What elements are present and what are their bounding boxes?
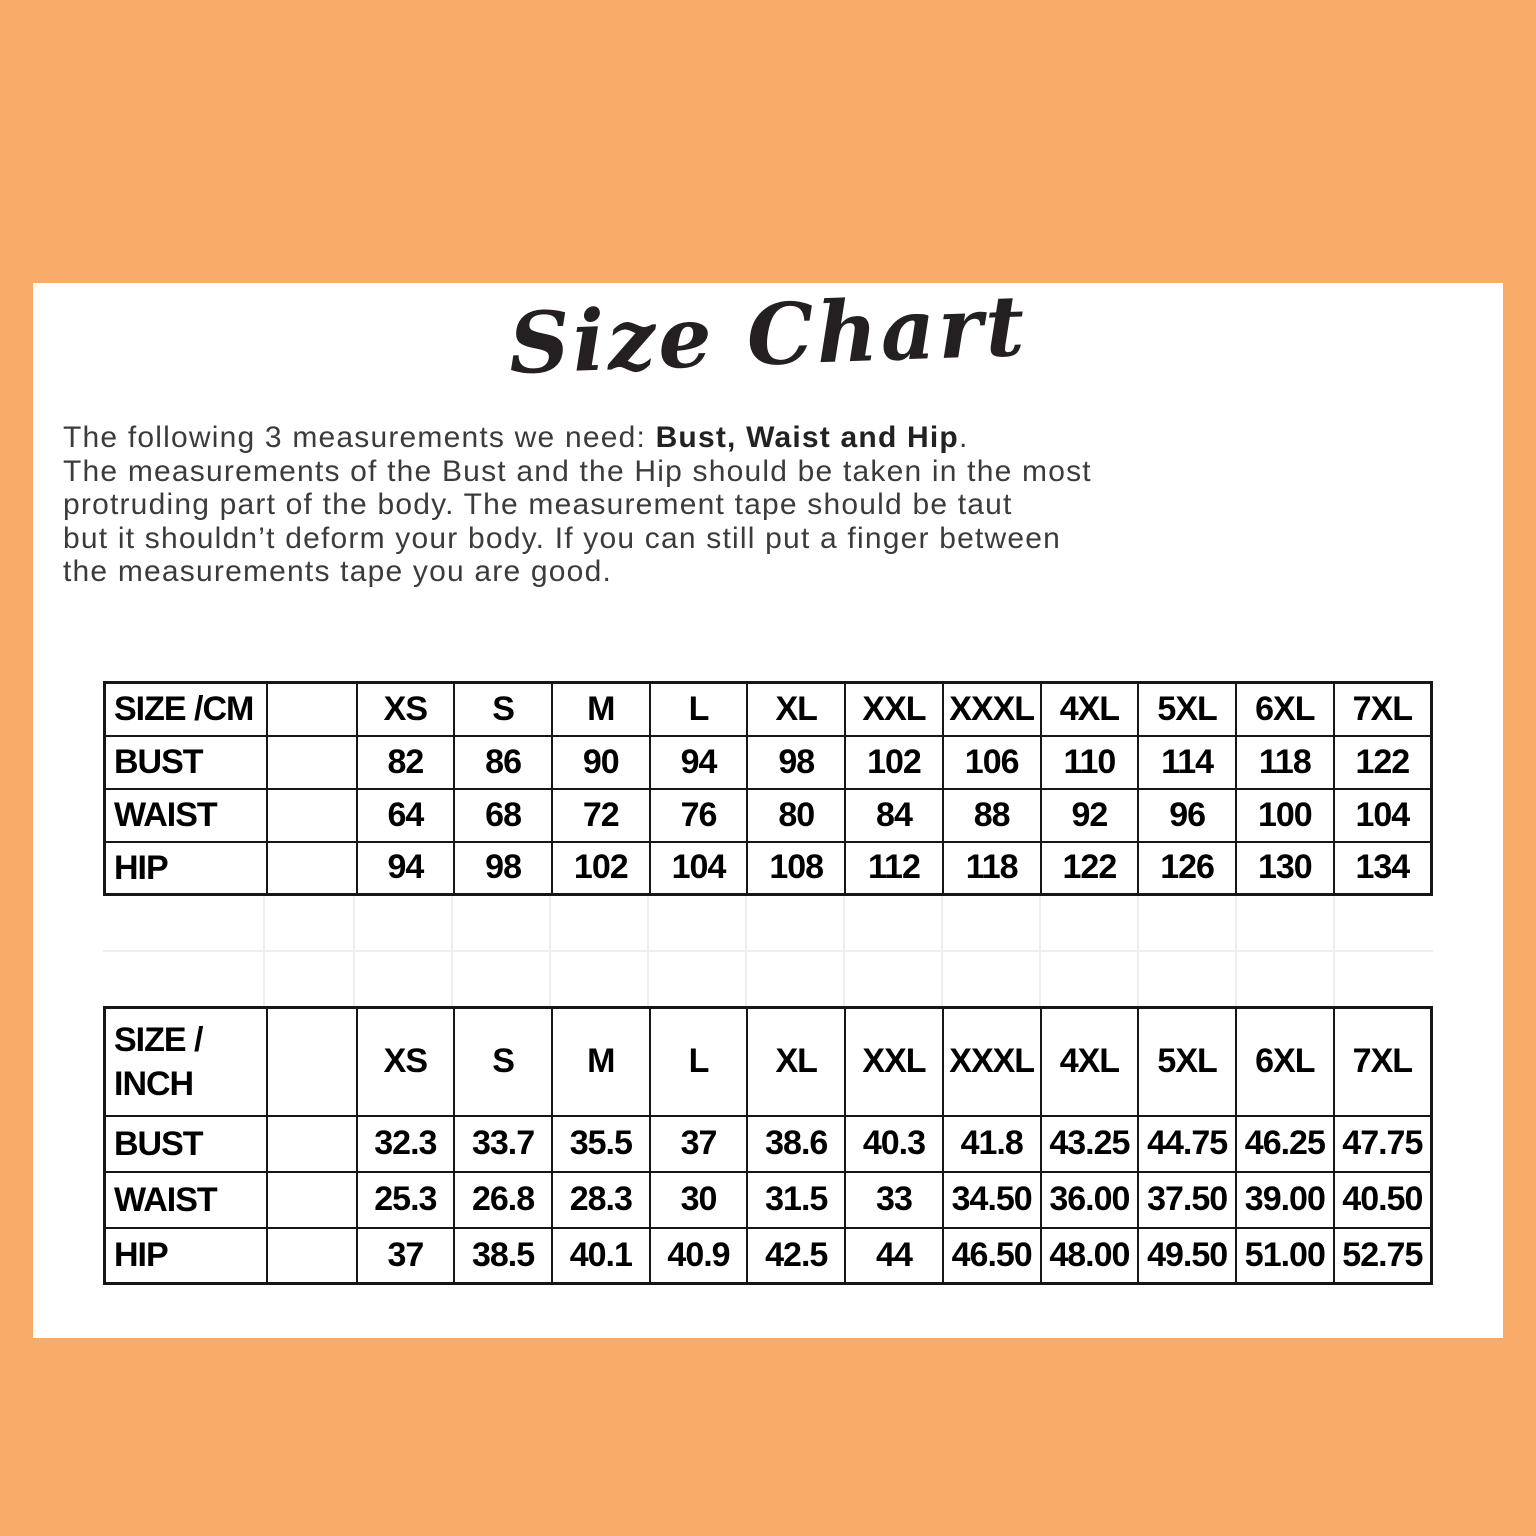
- value-cell: 38.6: [747, 1116, 845, 1172]
- ghost-grid-cell: [1041, 952, 1139, 1006]
- ghost-grid-cell: [943, 896, 1041, 952]
- value-cell: 88: [943, 789, 1041, 842]
- tables-section: [103, 681, 1433, 1285]
- value-cell: 96: [1138, 789, 1236, 842]
- ghost-grid-cell: [845, 896, 943, 952]
- spacer-cell: [267, 842, 357, 895]
- size-column-header: S: [454, 683, 552, 736]
- ghost-grid-cell: [103, 896, 265, 952]
- measurement-label-cell: BUST: [105, 736, 267, 789]
- size-column-header: 7XL: [1334, 1008, 1432, 1116]
- size-column-header: XS: [357, 683, 455, 736]
- value-cell: 104: [1334, 789, 1432, 842]
- value-cell: 48.00: [1041, 1228, 1139, 1284]
- ghost-grid-cell: [845, 952, 943, 1006]
- value-cell: 84: [845, 789, 943, 842]
- size-column-header: S: [454, 1008, 552, 1116]
- value-cell: 40.3: [845, 1116, 943, 1172]
- size-column-header: XXL: [845, 683, 943, 736]
- ghost-grid-cell: [551, 896, 649, 952]
- value-cell: 31.5: [747, 1172, 845, 1228]
- ghost-grid-cell: [1335, 952, 1433, 1006]
- spacer-cell: [267, 789, 357, 842]
- ghost-grid-cell: [1041, 896, 1139, 952]
- value-cell: 122: [1041, 842, 1139, 895]
- value-cell: 26.8: [454, 1172, 552, 1228]
- size-chart-table-cm: [103, 681, 1433, 896]
- size-column-header: XXXL: [943, 683, 1041, 736]
- measurement-label-cell: WAIST: [105, 1172, 267, 1228]
- value-cell: 68: [454, 789, 552, 842]
- size-column-header: XXXL: [943, 1008, 1041, 1116]
- value-cell: 51.00: [1236, 1228, 1334, 1284]
- value-cell: 33: [845, 1172, 943, 1228]
- spacer-cell: [267, 683, 357, 736]
- table-title-cell: SIZE / INCH: [105, 1008, 267, 1116]
- size-chart-table-inch: [103, 1006, 1433, 1285]
- value-cell: 36.00: [1041, 1172, 1139, 1228]
- spacer-cell: [267, 1116, 357, 1172]
- table-header-row: [105, 1008, 1432, 1116]
- value-cell: 43.25: [1041, 1116, 1139, 1172]
- value-cell: 92: [1041, 789, 1139, 842]
- value-cell: 82: [357, 736, 455, 789]
- value-cell: 47.75: [1334, 1116, 1432, 1172]
- intro-line-2: The measurements of the Bust and the Hip should be taken in the most: [63, 454, 1092, 488]
- value-cell: 108: [747, 842, 845, 895]
- measurement-label-cell: BUST: [105, 1116, 267, 1172]
- intro-line-5: the measurements tape you are good.: [63, 555, 612, 588]
- value-cell: 118: [943, 842, 1041, 895]
- size-column-header: L: [650, 683, 748, 736]
- ghost-grid-cell: [551, 952, 649, 1006]
- ghost-grid-cell: [453, 896, 551, 952]
- value-cell: 122: [1334, 736, 1432, 789]
- value-cell: 102: [845, 736, 943, 789]
- ghost-grid-cell: [265, 952, 355, 1006]
- value-cell: 33.7: [454, 1116, 552, 1172]
- measurement-row: [105, 1228, 1432, 1284]
- measurement-row: [105, 842, 1432, 895]
- measurement-label-cell: HIP: [105, 1228, 267, 1284]
- size-column-header: XL: [747, 1008, 845, 1116]
- measurement-row: [105, 1172, 1432, 1228]
- intro-paragraph: [63, 421, 1323, 589]
- value-cell: 102: [552, 842, 650, 895]
- ghost-grid-cell: [943, 952, 1041, 1006]
- size-column-header: 5XL: [1138, 1008, 1236, 1116]
- value-cell: 130: [1236, 842, 1334, 895]
- size-column-header: 6XL: [1236, 683, 1334, 736]
- size-column-header: 4XL: [1041, 683, 1139, 736]
- ghost-grid-cell: [1237, 896, 1335, 952]
- value-cell: 110: [1041, 736, 1139, 789]
- value-cell: 34.50: [943, 1172, 1041, 1228]
- intro-line-1-bold: Bust, Waist and Hip: [655, 421, 959, 454]
- size-column-header: 4XL: [1041, 1008, 1139, 1116]
- value-cell: 80: [747, 789, 845, 842]
- value-cell: 25.3: [357, 1172, 455, 1228]
- ghost-grid-cell: [1139, 896, 1237, 952]
- intro-line-4: but it shouldn’t deform your body. If you can still put a finger between: [63, 521, 1062, 555]
- size-column-header: XXL: [845, 1008, 943, 1116]
- size-column-header: XL: [747, 683, 845, 736]
- value-cell: 114: [1138, 736, 1236, 789]
- size-column-header: M: [552, 1008, 650, 1116]
- measurement-row: [105, 1116, 1432, 1172]
- intro-line-1-prefix: The following 3 measurements we need:: [63, 421, 656, 454]
- table-title-cell: SIZE /CM: [105, 683, 267, 736]
- value-cell: 118: [1236, 736, 1334, 789]
- size-column-header: L: [650, 1008, 748, 1116]
- ghost-grid-cell: [103, 952, 265, 1006]
- ghost-grid-cell: [649, 896, 747, 952]
- measurement-row: [105, 789, 1432, 842]
- size-column-header: 5XL: [1138, 683, 1236, 736]
- spacer-cell: [267, 1172, 357, 1228]
- intro-line-3: protruding part of the body. The measurement tape should be taut: [63, 488, 1013, 521]
- value-cell: 98: [454, 842, 552, 895]
- measurement-label-cell: WAIST: [105, 789, 267, 842]
- value-cell: 44.75: [1138, 1116, 1236, 1172]
- value-cell: 49.50: [1138, 1228, 1236, 1284]
- value-cell: 94: [650, 736, 748, 789]
- value-cell: 37: [650, 1116, 748, 1172]
- value-cell: 86: [454, 736, 552, 789]
- value-cell: 46.25: [1236, 1116, 1334, 1172]
- value-cell: 42.5: [747, 1228, 845, 1284]
- value-cell: 38.5: [454, 1228, 552, 1284]
- ghost-grid-cell: [355, 952, 453, 1006]
- value-cell: 76: [650, 789, 748, 842]
- ghost-grid-cell: [355, 896, 453, 952]
- size-column-header: 7XL: [1334, 683, 1432, 736]
- value-cell: 52.75: [1334, 1228, 1432, 1284]
- value-cell: 106: [943, 736, 1041, 789]
- page-title: Size Chart: [507, 275, 1029, 394]
- value-cell: 41.8: [943, 1116, 1041, 1172]
- value-cell: 37: [357, 1228, 455, 1284]
- size-column-header: M: [552, 683, 650, 736]
- measurement-row: [105, 736, 1432, 789]
- value-cell: 100: [1236, 789, 1334, 842]
- value-cell: 126: [1138, 842, 1236, 895]
- value-cell: 39.00: [1236, 1172, 1334, 1228]
- value-cell: 44: [845, 1228, 943, 1284]
- value-cell: 112: [845, 842, 943, 895]
- spacer-cell: [267, 1008, 357, 1116]
- value-cell: 30: [650, 1172, 748, 1228]
- value-cell: 46.50: [943, 1228, 1041, 1284]
- value-cell: 64: [357, 789, 455, 842]
- value-cell: 72: [552, 789, 650, 842]
- ghost-grid-cell: [649, 952, 747, 1006]
- spacer-cell: [267, 1228, 357, 1284]
- spacer-cell: [267, 736, 357, 789]
- value-cell: 134: [1334, 842, 1432, 895]
- size-column-header: 6XL: [1236, 1008, 1334, 1116]
- ghost-grid-cell: [747, 952, 845, 1006]
- ghost-grid-cell: [1335, 896, 1433, 952]
- value-cell: 90: [552, 736, 650, 789]
- value-cell: 40.50: [1334, 1172, 1432, 1228]
- ghost-grid-cell: [1139, 952, 1237, 1006]
- value-cell: 28.3: [552, 1172, 650, 1228]
- value-cell: 35.5: [552, 1116, 650, 1172]
- measurement-label-cell: HIP: [105, 842, 267, 895]
- content-panel: [33, 275, 1503, 1338]
- value-cell: 104: [650, 842, 748, 895]
- ghost-grid-cell: [747, 896, 845, 952]
- ghost-grid-cell: [265, 896, 355, 952]
- value-cell: 94: [357, 842, 455, 895]
- size-column-header: XS: [357, 1008, 455, 1116]
- ghost-grid-cell: [453, 952, 551, 1006]
- value-cell: 40.9: [650, 1228, 748, 1284]
- value-cell: 98: [747, 736, 845, 789]
- ghost-grid-cell: [1237, 952, 1335, 1006]
- value-cell: 32.3: [357, 1116, 455, 1172]
- intro-line-1-suffix: .: [958, 421, 969, 454]
- value-cell: 37.50: [1138, 1172, 1236, 1228]
- value-cell: 40.1: [552, 1228, 650, 1284]
- ghost-grid: [103, 896, 1433, 1006]
- table-header-row: [105, 683, 1432, 736]
